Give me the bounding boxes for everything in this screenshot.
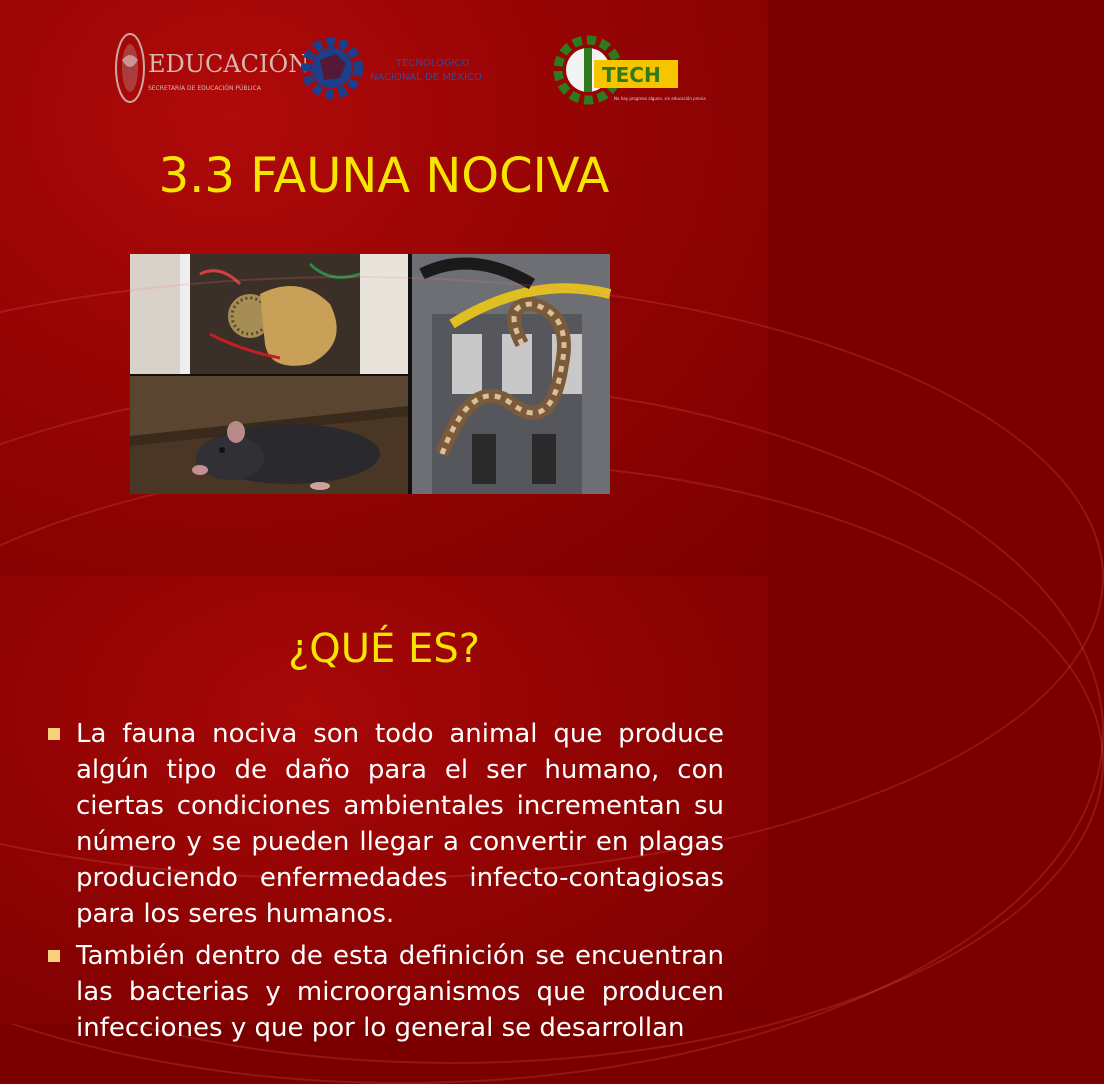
bullet-item <box>44 938 724 1046</box>
itech-logo <box>556 30 706 110</box>
bullet-text: También dentro de esta definición se encuentran las bacterias y microorganismos que producen infecciones y que por lo general se desarrollan <box>76 941 724 1043</box>
slide-que-es <box>0 576 768 1043</box>
bullet-square-icon <box>48 950 60 962</box>
section-title: ¿QUÉ ES? <box>288 626 480 672</box>
sep-logo <box>112 30 310 110</box>
itech-logo-text: TECH <box>602 63 661 87</box>
sep-logo-subtext: SECRETARÍA DE EDUCACIÓN PÚBLICA <box>148 85 261 92</box>
tecnm-logo <box>300 30 510 110</box>
tecnm-line1: TECNOLÓGICO <box>396 58 470 69</box>
tecnm-line2: NACIONAL DE MÉXICO <box>370 72 482 83</box>
itech-logo-subtext: No hay progreso alguno, sin educación previa <box>614 96 706 101</box>
sep-logo-text: EDUCACIÓN <box>148 50 310 78</box>
logo-bar <box>0 30 768 110</box>
slide-title: 3.3 FAUNA NOCIVA <box>158 148 610 204</box>
bullet-item <box>44 716 724 932</box>
bullet-text: La fauna nociva son todo animal que produce algún tipo de daño para el ser humano, con ciertas condiciones ambientales incrementan su número y se pueden llegar a convertir en plagas produciendo enfermedades infecto-contagiosas para los seres humanos. <box>76 719 724 929</box>
bullet-square-icon <box>48 728 60 740</box>
bullet-list <box>44 716 724 1052</box>
